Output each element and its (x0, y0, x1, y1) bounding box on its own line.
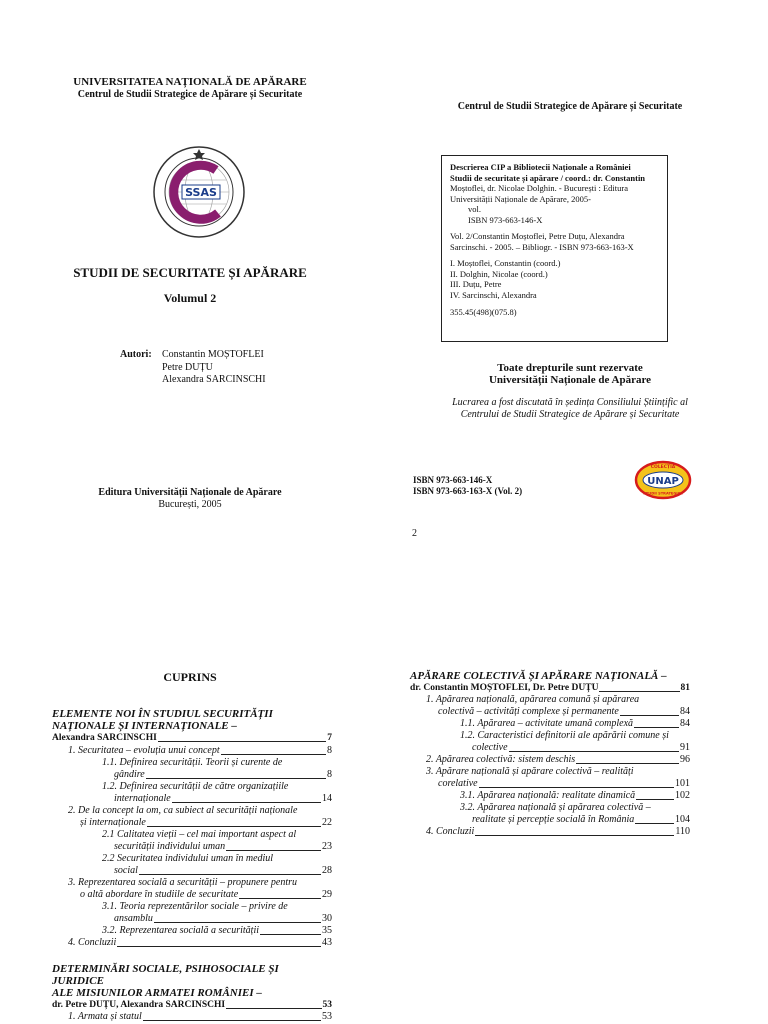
toc-page-number: 8 (327, 769, 332, 780)
isbn-volume: ISBN 973-663-163-X (Vol. 2) (413, 486, 523, 496)
toc-entry-text: 1. Apărarea națională, apărarea comună și apărarea (426, 694, 640, 705)
toc-entry (52, 841, 332, 853)
toc-entry (410, 754, 690, 766)
svg-text:SSAS: SSAS (185, 186, 217, 199)
toc-entry (410, 730, 690, 742)
toc-entry-text: 1.2. Caracteristici definitorii ale apărării comune și (460, 730, 669, 741)
isbn-collection: ISBN 973-663-146-X (413, 475, 493, 485)
toc-entry-text: 2.2 Securitatea individului uman în mediul (102, 853, 274, 864)
toc-entry (52, 793, 332, 805)
toc-entry-text: 3.1. Teoria reprezentărilor sociale – privire de (102, 901, 288, 912)
cip-heading: Descrierea CIP a Bibliotecii Naționale a României (450, 162, 631, 172)
toc-heading: CUPRINS (163, 670, 217, 684)
toc-entry-text: 2.1 Calitatea vieții – cel mai important aspect al (102, 829, 297, 840)
toc-entry-text: ansamblu (114, 913, 153, 924)
toc-page-number: 8 (327, 745, 332, 756)
rights-line-1: Toate drepturile sunt rezervate (497, 362, 643, 374)
toc-entry-text: realitate și percepție socială în România (472, 814, 635, 825)
toc-entry (410, 778, 690, 790)
unap-collection-badge (634, 460, 692, 500)
toc-entry (52, 901, 332, 913)
toc-entry (52, 805, 332, 817)
toc-section-title: ELEMENTE NOI ÎN STUDIUL SECURITĂȚII (52, 708, 273, 720)
toc-page-number: 96 (680, 754, 690, 765)
toc-page-number: 43 (322, 937, 332, 948)
toc-entry-text: 2. Apărarea colectivă: sistem deschis (426, 754, 576, 765)
toc-section-author-row (410, 682, 690, 694)
cip-person: IV. Sarcinschi, Alexandra (450, 289, 537, 300)
author-name: Alexandra SARCINSCHI (162, 374, 266, 385)
book-title: STUDII DE SECURITATE ȘI APĂRARE (73, 265, 307, 280)
ssas-logo (152, 145, 246, 239)
cip-person: II. Dolghin, Nicolae (coord.) (450, 268, 548, 279)
toc-entry (410, 694, 690, 706)
toc-entry (52, 829, 332, 841)
cip-description-box (441, 155, 668, 342)
svg-text:STUDII STRATEGICE: STUDII STRATEGICE (643, 491, 683, 496)
center-name-2: Centrul de Studii Strategice de Apărare și Securitate (457, 101, 683, 112)
toc-entry-text: colectivă – activități complexe și permanente (438, 706, 619, 717)
toc-page-number: 91 (680, 742, 690, 753)
toc-page-number: 7 (327, 733, 332, 743)
svg-text:COLECȚIA: COLECȚIA (650, 465, 676, 470)
toc-entry (52, 853, 332, 865)
toc-entry-text: securității individului uman (114, 841, 226, 852)
toc-entry (52, 889, 332, 901)
toc-entry (52, 745, 332, 757)
toc-section-author: dr. Constantin MOȘTOFLEI, Dr. Petre DUȚU (410, 683, 599, 693)
toc-page-number: 14 (322, 793, 332, 804)
toc-entry-text: internaționale (114, 793, 171, 804)
toc-page-number: 53 (322, 1011, 332, 1022)
toc-entry-text: 3. Reprezentarea socială a securității – propunere pentru (68, 877, 298, 888)
toc-entry-text: social (114, 865, 138, 876)
toc-entry (52, 925, 332, 937)
authors-label: Autori: (120, 349, 152, 360)
council-note-1: Lucrarea a fost discutată în ședința Consiliului Științific al (452, 397, 688, 408)
rights-line-2: Universității Naționale de Apărare (488, 374, 652, 386)
toc-section-author-row (52, 999, 332, 1011)
toc-section-title: NAȚIONALE ȘI INTERNAȚIONALE – (52, 720, 237, 732)
page-number: 2 (412, 528, 417, 539)
toc-page-number: 35 (322, 925, 332, 936)
toc-entry (52, 913, 332, 925)
toc-entry-text: 3.2. Apărarea națională și apărarea colectivă – (460, 802, 651, 813)
toc-entry (52, 817, 332, 829)
toc-entry (52, 769, 332, 781)
toc-page-number: 28 (322, 865, 332, 876)
toc-entry-text: gândire (114, 769, 145, 780)
toc-page-number: 22 (322, 817, 332, 828)
toc-page-number: 84 (680, 718, 690, 729)
council-note-2: Centrului de Studii Strategice de Apărare și Securitate (460, 409, 680, 420)
toc-page-number: 110 (675, 826, 690, 837)
cip-isbn: ISBN 973-663-146-X (468, 214, 543, 225)
toc-right-column (410, 670, 690, 838)
toc-page-number: 104 (675, 814, 690, 825)
place-year: București, 2005 (158, 499, 222, 510)
toc-entry-text: și internaționale (80, 817, 146, 828)
toc-entry (52, 877, 332, 889)
toc-entry-text: 1.1. Apărarea – activitate umană complexă (460, 718, 634, 729)
toc-entry-text: colective (472, 742, 508, 753)
toc-entry (410, 802, 690, 814)
toc-entry-text: 4. Concluzii (426, 826, 475, 837)
center-name: Centrul de Studii Strategice de Apărare și Securitate (77, 89, 303, 100)
toc-entry-text: 3.2. Reprezentarea socială a securității (102, 925, 260, 936)
toc-entry (52, 781, 332, 793)
toc-entry (52, 1011, 332, 1023)
cip-line: Moștoflei, dr. Nicolae Dolghin. - București : Editura (450, 183, 628, 193)
toc-page-number: 29 (322, 889, 332, 900)
cip-person: III. Duțu, Petre (450, 279, 502, 289)
toc-entry (410, 766, 690, 778)
publisher-name: Editura Universității Naționale de Apărare (98, 487, 282, 498)
toc-page-number: 101 (675, 778, 690, 789)
toc-entry-text: o altă abordare în studiile de securitate (80, 889, 239, 900)
toc-section-author-row (52, 732, 332, 744)
author-name: Constantin MOȘTOFLEI (162, 349, 264, 360)
toc-entry (410, 826, 690, 838)
toc-section-author: dr. Petre DUȚU, Alexandra SARCINSCHI (52, 1000, 226, 1010)
cip-person: I. Moștoflei, Constantin (coord.) (450, 258, 561, 268)
toc-entry-text: corelative (438, 778, 478, 789)
toc-section-title: ALE MISIUNILOR ARMATEI ROMÂNIEI – (52, 987, 262, 999)
toc-entry-text: 3. Apărare națională și apărare colectivă – realități (426, 766, 634, 777)
cip-udc: 355.45(498)(075.8) (450, 307, 517, 317)
volume-label: Volumul 2 (163, 291, 217, 305)
toc-entry (410, 706, 690, 718)
toc-page-number: 23 (322, 841, 332, 852)
toc-entry (410, 814, 690, 826)
author-name: Petre DUȚU (162, 361, 213, 373)
unap-badge-icon (634, 460, 692, 500)
university-name: UNIVERSITATEA NAȚIONALĂ DE APĂRARE (73, 76, 307, 88)
toc-entry (410, 742, 690, 754)
toc-entry-text: 2. De la concept la om, ca subiect al securității naționale (68, 805, 298, 816)
toc-left-column (52, 708, 332, 1023)
cip-line: vol. (468, 204, 481, 214)
toc-page-number: 84 (680, 706, 690, 717)
toc-page-number: 81 (680, 683, 690, 693)
cip-line: Studii de securitate și apărare / coord.: dr. Constantin (450, 172, 646, 183)
cip-vol-line: Vol. 2/Constantin Moștoflei, Petre Duțu, Alexandra (450, 231, 625, 241)
cip-line: Universității Naționale de Apărare, 2005- (450, 193, 591, 204)
ssas-logo-icon (152, 145, 246, 239)
toc-entry-text: 1. Armata și statul (68, 1011, 142, 1022)
toc-entry (52, 937, 332, 949)
toc-page-number: 53 (322, 1000, 332, 1010)
toc-entry-text: 3.1. Apărarea națională: realitate dinamică (460, 790, 636, 801)
toc-section-title: DETERMINĂRI SOCIALE, PSIHOSOCIALE ȘI JURIDICE (52, 963, 279, 987)
toc-section-title: APĂRARE COLECTIVĂ ȘI APĂRARE NAȚIONALĂ – (410, 670, 667, 682)
toc-entry-text: 4. Concluzii (68, 937, 117, 948)
toc-entry-text: 1.1. Definirea securității. Teorii și curente de (102, 757, 283, 768)
toc-page-number: 102 (675, 790, 690, 801)
toc-entry (410, 790, 690, 802)
toc-entry (52, 865, 332, 877)
authors-list (162, 349, 266, 387)
toc-page-number: 30 (322, 913, 332, 924)
toc-entry (52, 757, 332, 769)
toc-entry-text: 1. Securitatea – evoluția unui concept (68, 745, 220, 756)
toc-section-author: Alexandra SARCINSCHI (52, 733, 157, 743)
toc-entry (410, 718, 690, 730)
cip-vol-line: Sarcinschi. - 2005. – Bibliogr. - ISBN 973-663-163-X (450, 241, 634, 252)
toc-entry-text: 1.2. Definirea securității de către organizațiile (102, 781, 289, 792)
svg-text:UNAP: UNAP (647, 476, 679, 487)
